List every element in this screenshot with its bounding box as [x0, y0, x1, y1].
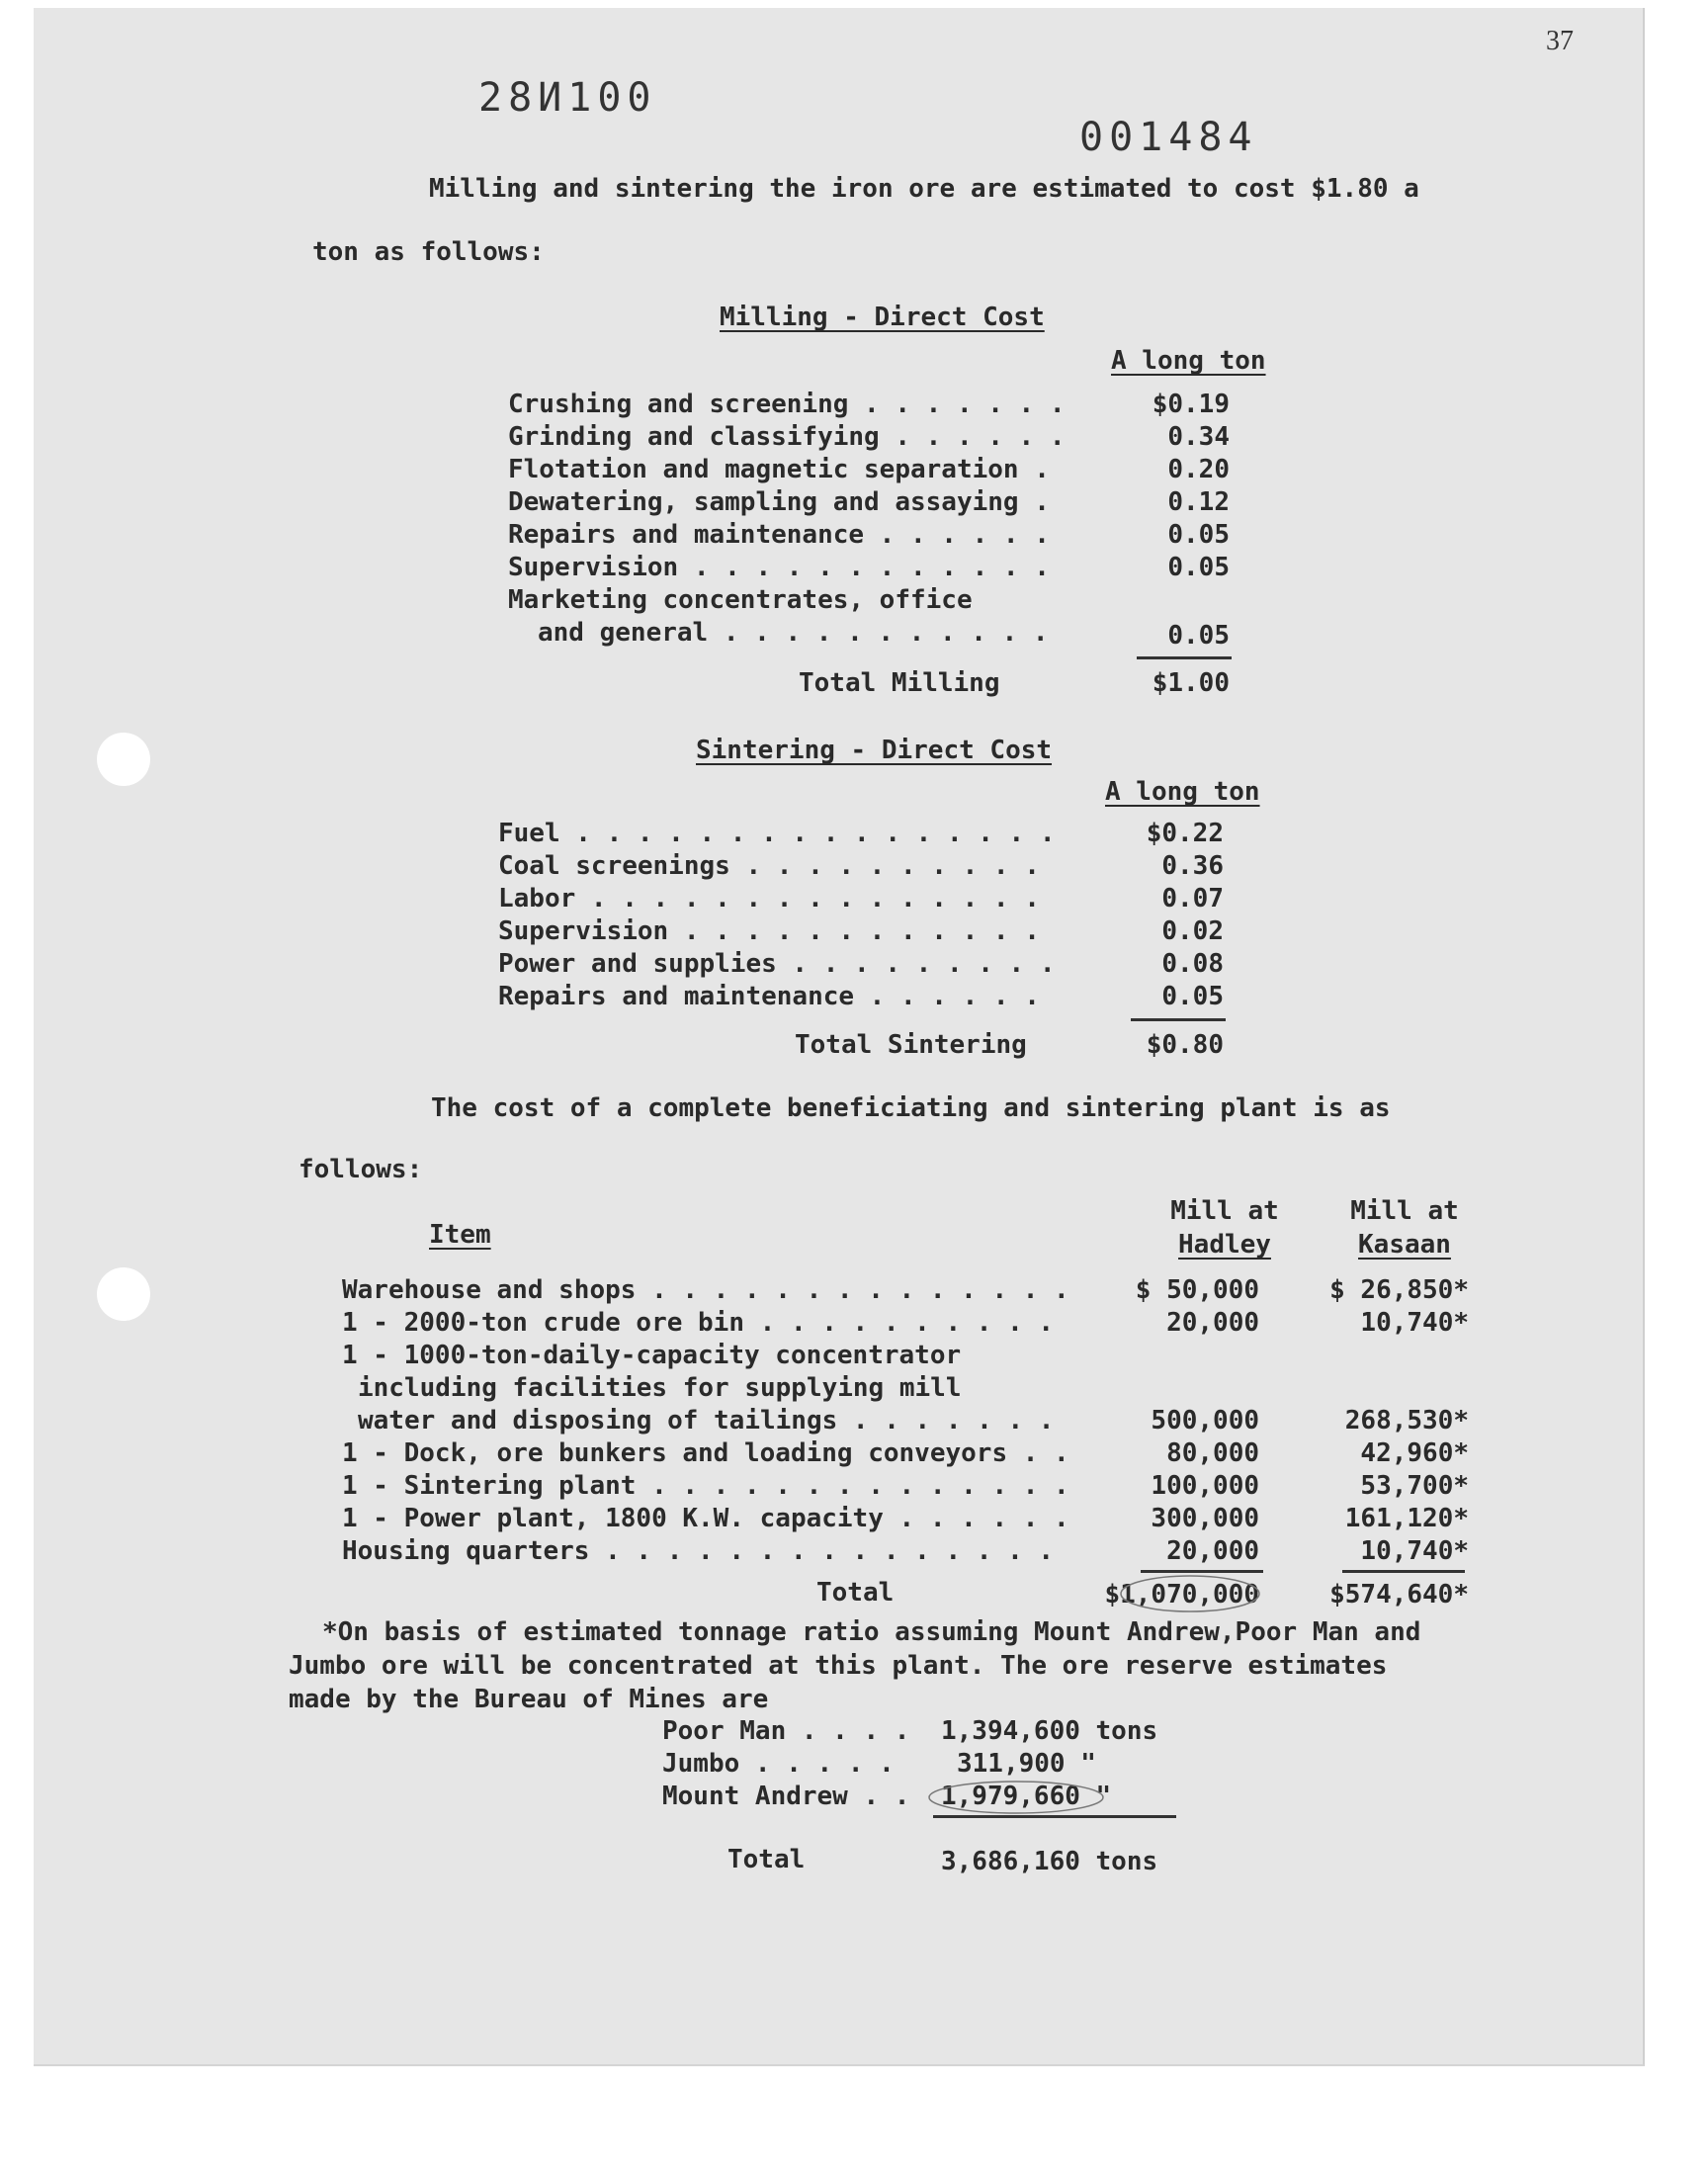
milling-item-list — [508, 390, 1230, 597]
sintering-row-value: 0.05 — [1161, 982, 1224, 1011]
reserves-row-value: 1,979,660 " — [941, 1782, 1112, 1811]
plant-row — [342, 1471, 1469, 1504]
reserves-row-label: Poor Man . . . . — [662, 1716, 910, 1746]
reserves-row-label: Mount Andrew . . — [662, 1782, 910, 1811]
punch-hole-bottom — [97, 1267, 150, 1321]
concentrator-line-3: water and disposing of tailings . . . . . . . — [358, 1406, 1055, 1436]
milling-total-label: Total Milling — [799, 668, 1000, 698]
reserves-row-value: 311,900 " — [957, 1749, 1096, 1779]
plant-row — [342, 1504, 1469, 1536]
plant-rows-top — [342, 1275, 1469, 1345]
milling-last-item-value: 0.05 — [1167, 621, 1230, 651]
plant-row-hadley: 20,000 — [1166, 1308, 1259, 1338]
kasaan-sum-rule — [1342, 1570, 1465, 1573]
page-number: 37 — [1546, 26, 1574, 56]
milling-sum-rule — [1137, 656, 1232, 659]
plant-intro-line-1: The cost of a complete beneficiating and sintering plant is as — [431, 1093, 1391, 1123]
sintering-item-list — [498, 819, 1224, 1016]
stamp-number-left: 28И100 — [478, 75, 657, 121]
intro-line-2: ton as follows: — [312, 237, 545, 267]
sintering-row-label: Coal screenings . . . . . . . . . . — [498, 851, 1040, 881]
plant-total-kasaan: $574,640* — [1329, 1580, 1469, 1610]
stamp-number-right: 001484 — [1079, 115, 1258, 160]
milling-row — [508, 422, 1230, 455]
milling-row — [508, 390, 1230, 422]
reserves-total-label: Total — [727, 1845, 806, 1874]
sintering-row-value: 0.07 — [1161, 884, 1224, 914]
plant-row — [342, 1536, 1469, 1569]
footnote-line-2: Jumbo ore will be concentrated at this plant. The ore reserve estimates — [289, 1651, 1388, 1681]
milling-row-value: 0.20 — [1167, 455, 1230, 484]
reserves-total-value: 3,686,160 tons — [941, 1847, 1158, 1876]
milling-row — [508, 487, 1230, 520]
sintering-row — [498, 916, 1224, 949]
sintering-row-label: Repairs and maintenance . . . . . . — [498, 982, 1040, 1011]
plant-row-label: 1 - Power plant, 1800 K.W. capacity . . . . . . — [342, 1504, 1069, 1533]
plant-row-kasaan: 10,740* — [1360, 1536, 1469, 1566]
footnote-line-1: *On basis of estimated tonnage ratio assuming Mount Andrew,Poor Man and — [322, 1617, 1421, 1647]
sintering-row — [498, 884, 1224, 916]
milling-row-value: 0.12 — [1167, 487, 1230, 517]
plant-row — [342, 1275, 1469, 1308]
sintering-row-value: $0.22 — [1146, 819, 1224, 848]
milling-row-label: Repairs and maintenance . . . . . . — [508, 520, 1050, 550]
reserves-sum-rule — [933, 1815, 1176, 1818]
milling-row-label: Flotation and magnetic separation . — [508, 455, 1050, 484]
plant-row-label: Warehouse and shops . . . . . . . . . . . . . . — [342, 1275, 1069, 1305]
intro-line-1: Milling and sintering the iron ore are estimated to cost $1.80 a — [429, 174, 1419, 204]
concentrator-kasaan: 268,530* — [1344, 1406, 1469, 1436]
milling-row-label: Grinding and classifying . . . . . . — [508, 422, 1066, 452]
reserves-row-label: Jumbo . . . . . — [662, 1749, 895, 1779]
sintering-row-label: Supervision . . . . . . . . . . . . — [498, 916, 1040, 946]
sintering-row — [498, 819, 1224, 851]
concentrator-hadley: 500,000 — [1151, 1406, 1259, 1436]
concentrator-line-1: 1 - 1000-ton-daily-capacity concentrator — [342, 1341, 962, 1370]
plant-row-label: 1 - 2000-ton crude ore bin . . . . . . . . . . — [342, 1308, 1055, 1338]
milling-row-value: 0.05 — [1167, 553, 1230, 582]
milling-row-label: Supervision . . . . . . . . . . . . — [508, 553, 1050, 582]
milling-row — [508, 455, 1230, 487]
reserves-row-value: 1,394,600 tons — [941, 1716, 1158, 1746]
milling-row-value: 0.05 — [1167, 520, 1230, 550]
kasaan-header-line-2: Kasaan — [1358, 1230, 1451, 1260]
plant-row-kasaan: 161,120* — [1344, 1504, 1469, 1533]
sintering-sum-rule — [1131, 1018, 1226, 1021]
sintering-row-label: Power and supplies . . . . . . . . . — [498, 949, 1056, 979]
sintering-row — [498, 851, 1224, 884]
sintering-total-label: Total Sintering — [795, 1030, 1027, 1060]
sintering-row-label: Fuel . . . . . . . . . . . . . . . . — [498, 819, 1056, 848]
plant-row-kasaan: 10,740* — [1360, 1308, 1469, 1338]
concentrator-line-2: including facilities for supplying mill — [358, 1373, 962, 1403]
sintering-total-value: $0.80 — [1146, 1030, 1224, 1060]
plant-row-hadley: $ 50,000 — [1135, 1275, 1259, 1305]
plant-row-hadley: 80,000 — [1166, 1438, 1259, 1468]
sintering-row-value: 0.08 — [1161, 949, 1224, 979]
sintering-row — [498, 949, 1224, 982]
plant-rows-bottom — [342, 1438, 1469, 1573]
plant-row — [342, 1308, 1469, 1341]
plant-row-kasaan: $ 26,850* — [1329, 1275, 1469, 1305]
plant-row-kasaan: 42,960* — [1360, 1438, 1469, 1468]
reserves-row — [662, 1716, 1196, 1749]
punch-hole-top — [97, 733, 150, 786]
milling-row-label: Crushing and screening . . . . . . . — [508, 390, 1066, 419]
plant-row-hadley: 20,000 — [1166, 1536, 1259, 1566]
kasaan-header-line-1: Mill at — [1350, 1196, 1459, 1226]
milling-title: Milling - Direct Cost — [720, 303, 1045, 332]
milling-row — [508, 520, 1230, 553]
plant-intro-line-2: follows: — [299, 1155, 423, 1184]
milling-last-item-line-2: and general . . . . . . . . . . . — [538, 618, 1049, 648]
plant-total-label: Total — [816, 1578, 895, 1608]
handwritten-circle-mark — [1117, 1570, 1265, 1617]
footnote-line-3: made by the Bureau of Mines are — [289, 1685, 769, 1714]
milling-row-value: 0.34 — [1167, 422, 1230, 452]
plant-row-hadley: 300,000 — [1151, 1504, 1259, 1533]
sintering-row-label: Labor . . . . . . . . . . . . . . . — [498, 884, 1040, 914]
milling-row — [508, 553, 1230, 585]
sintering-unit-header: A long ton — [1105, 777, 1260, 807]
sintering-row-value: 0.36 — [1161, 851, 1224, 881]
sintering-row-value: 0.02 — [1161, 916, 1224, 946]
plant-row-label: Housing quarters . . . . . . . . . . . . . . . — [342, 1536, 1055, 1566]
milling-unit-header: A long ton — [1111, 346, 1266, 376]
plant-row — [342, 1438, 1469, 1471]
plant-row-hadley: 100,000 — [1151, 1471, 1259, 1501]
plant-row-kasaan: 53,700* — [1360, 1471, 1469, 1501]
milling-total-value: $1.00 — [1152, 668, 1230, 698]
milling-row-value: $0.19 — [1152, 390, 1230, 419]
hadley-header-line-2: Hadley — [1178, 1230, 1271, 1260]
milling-last-item-line-1: Marketing concentrates, office — [508, 585, 973, 615]
plant-total-hadley: $1,070,000 — [1104, 1580, 1259, 1610]
plant-row-label: 1 - Dock, ore bunkers and loading conveyors . . — [342, 1438, 1069, 1468]
plant-item-header: Item — [429, 1220, 491, 1250]
hadley-header-line-1: Mill at — [1170, 1196, 1279, 1226]
plant-row-label: 1 - Sintering plant . . . . . . . . . . . . . . — [342, 1471, 1069, 1501]
sintering-row — [498, 982, 1224, 1014]
milling-row-label: Dewatering, sampling and assaying . — [508, 487, 1050, 517]
sintering-title: Sintering - Direct Cost — [696, 736, 1053, 765]
